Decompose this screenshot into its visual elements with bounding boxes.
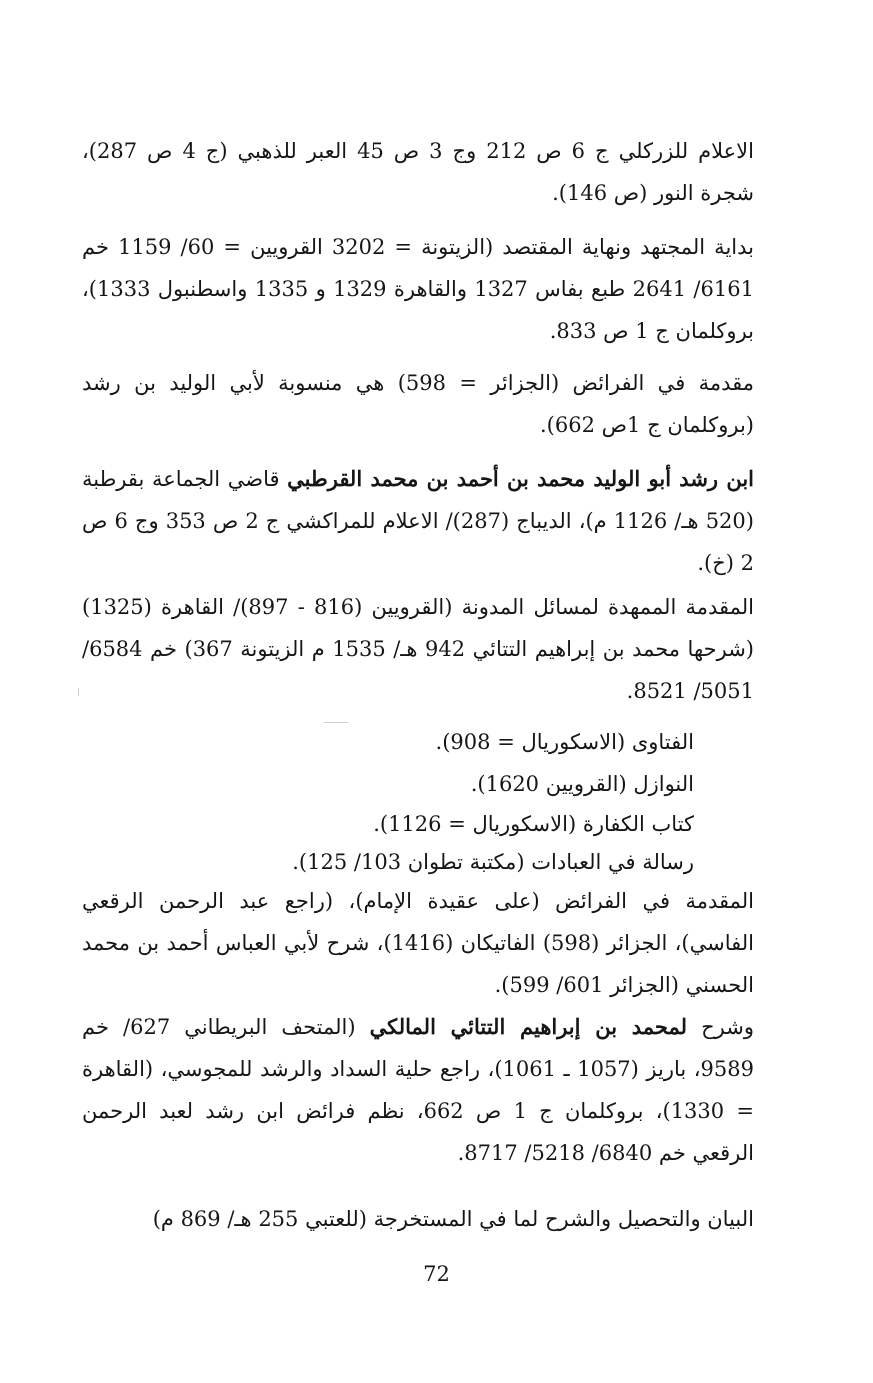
- paragraph-muqaddimat-mumahhidat: [82, 586, 754, 712]
- page-number: 72: [423, 1262, 450, 1286]
- work-fatawa: الفتاوى (الاسكوريال = 908).: [435, 730, 694, 754]
- work-risala-ibadat: رسالة في العبادات (مكتبة تطوان 103/ 125).: [292, 850, 694, 874]
- paragraph-text: الاعلام للزركلي ج 6 ص 212 وج 3 ص 45 العبر للذهبي (ج 4 ص 287)، شجرة النور (ص 146).: [82, 139, 754, 205]
- work-kitab-al-kaffara: كتاب الكفارة (الاسكوريال = 1126).: [373, 812, 694, 836]
- scan-mark: [324, 722, 348, 723]
- paragraph-tatai-commentary: [82, 1006, 754, 1174]
- paragraph-zirikli-references: [82, 130, 754, 214]
- author-name: لمحمد بن إبراهيم التتائي المالكي: [369, 1014, 688, 1039]
- scan-mark: [78, 688, 79, 696]
- paragraph-bidayat-al-mujtahid: [82, 226, 754, 352]
- paragraph-text: مقدمة في الفرائض (الجزائر = 598) هي منسوبة لأبي الوليد بن رشد (بروكلمان ج 1ص 662).: [82, 371, 754, 437]
- paragraph-text: المقدمة في الفرائض (على عقيدة الإمام)، (راجع عبد الرحمن الرقعي الفاسي)، الجزائر (598) الفاتيكان (1416)، شرح لأبي العباس أحمد بن محمد الحسني (الجزائر 601/ 599).: [82, 889, 754, 997]
- paragraph-muqaddima-faraid: [82, 362, 754, 446]
- paragraph-text: قاضي الجماعة بقرطبة (520 هـ/ 1126 م)، الديباج (287)/ الاعلام للمراكشي ج 2 ص 353 وج 6 ص 2 (خ).: [82, 467, 754, 575]
- paragraph-text: بداية المجتهد ونهاية المقتصد (الزيتونة = 3202 القرويين = 60/ 1159 خم 6161/ 2641 طبع بفاس 1327 والقاهرة 1329 و 1335 واسطنبول 1333)، بروكلمان ج 1 ص 833.: [82, 235, 754, 343]
- author-name: ابن رشد أبو الوليد محمد بن أحمد بن محمد القرطبي: [287, 466, 754, 491]
- paragraph-text: البيان والتحصيل والشرح لما في المستخرجة (للعتبي 255 هـ/ 869 م): [152, 1207, 754, 1231]
- paragraph-muqaddima-aqida: [82, 880, 754, 1006]
- paragraph-ibn-rushd-grandfather: [82, 458, 754, 584]
- paragraph-bayan-wa-tahsil: [82, 1198, 754, 1240]
- paragraph-prefix: وشرح: [687, 1015, 754, 1039]
- paragraph-text: (المتحف البريطاني 627/ خم 9589، باريز (1057 ـ 1061)، راجع حلية السداد والرشد للمجوسي، (القاهرة = 1330)، بروكلمان ج 1 ص 662، نظم فرائض ابن رشد لعبد الرحمن الرقعي خم 6840/ 5218/ 8717.: [82, 1015, 754, 1165]
- work-nawazil: النوازل (القرويين 1620).: [470, 772, 694, 796]
- paragraph-text: المقدمة الممهدة لمسائل المدونة (القرويين (816 - 897)/ القاهرة (1325) (شرحها محمد بن إبراهيم التتائي 942 هـ/ 1535 م الزيتونة 367) خم 6584/ 5051/ 8521.: [82, 595, 754, 703]
